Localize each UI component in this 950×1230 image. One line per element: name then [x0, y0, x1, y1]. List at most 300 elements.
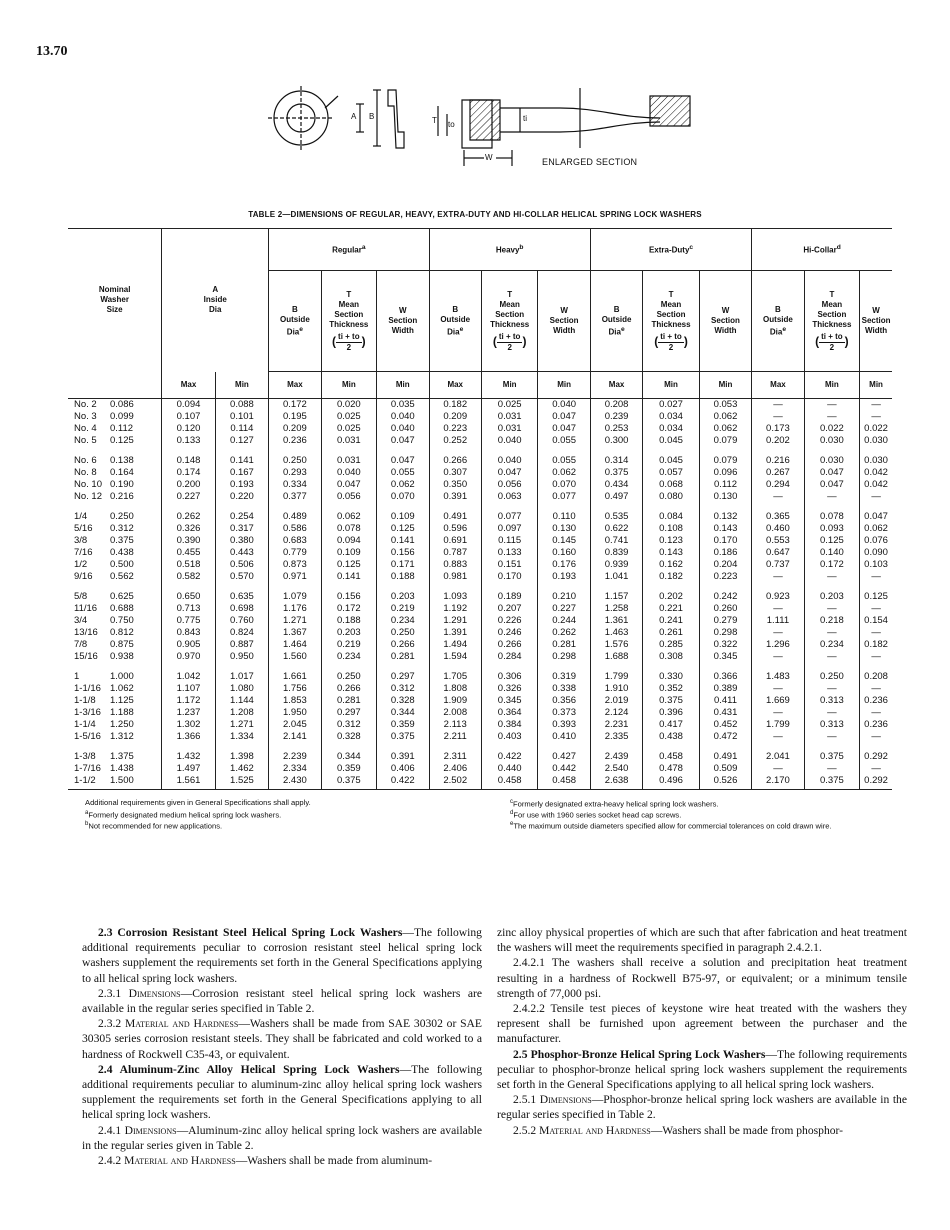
table-cell: 0.031	[481, 411, 537, 423]
header-nominal: Nominal Washer Size	[98, 284, 131, 314]
para-2-4-2-1: 2.4.2.1 The washers shall receive a solution and precipitation heat treatment resulting in a hardness of Rockwell B75-97, or equivalent; or a minimum tensile strength of 77,000 psi.	[497, 956, 907, 1000]
table-cell: —	[752, 731, 804, 743]
table-cell: 0.253	[590, 423, 642, 435]
table-cell: 0.365	[752, 511, 804, 523]
table-row	[68, 491, 892, 503]
table-cell: 0.045	[643, 435, 699, 447]
spacer-cell	[215, 503, 268, 511]
table-row	[68, 719, 892, 731]
header-max: Max	[429, 372, 481, 399]
table-cell: 0.125	[860, 591, 892, 603]
table-row	[68, 423, 892, 435]
table-cell: 2.019	[590, 695, 642, 707]
table-cell: 0.496	[643, 775, 699, 790]
table-cell: 0.108	[643, 523, 699, 535]
table-cell: 0.219	[377, 603, 429, 615]
table-cell: 0.125	[321, 559, 376, 571]
table-cell: 0.883	[429, 559, 481, 571]
table-cell: 0.950	[215, 651, 268, 663]
table-cell: 0.047	[860, 511, 892, 523]
table-cell: 0.143	[643, 547, 699, 559]
table-cell: 0.319	[538, 671, 590, 683]
nominal-size-cell	[68, 435, 162, 447]
spacer-cell	[68, 663, 162, 671]
table-cell: —	[860, 399, 892, 412]
table-cell: 0.491	[699, 751, 751, 763]
nominal-size-decimal: 1.375	[110, 751, 134, 762]
table-cell: —	[860, 571, 892, 583]
table-cell: 0.154	[860, 615, 892, 627]
nominal-size-label: 9/16	[74, 571, 93, 582]
table-cell: 0.188	[321, 615, 376, 627]
table-cell: 0.034	[643, 411, 699, 423]
table-cell: 0.130	[699, 491, 751, 503]
table-cell: 1.799	[752, 719, 804, 731]
table-cell: 0.390	[162, 535, 215, 547]
table-cell: 0.056	[481, 479, 537, 491]
table-cell: 0.057	[643, 467, 699, 479]
table-cell: 0.040	[377, 423, 429, 435]
table-cell: 1.853	[269, 695, 321, 707]
spacer-cell	[68, 503, 162, 511]
table-cell: 0.186	[699, 547, 751, 559]
nominal-size-decimal: 0.688	[110, 603, 134, 614]
table-row	[68, 571, 892, 583]
group-spacer	[68, 663, 892, 671]
table-cell: 0.292	[860, 775, 892, 790]
spacer-cell	[429, 447, 481, 455]
table-cell: —	[752, 399, 804, 412]
nominal-size-label: No. 10	[74, 479, 102, 490]
header-a: A Inside Dia	[162, 228, 269, 372]
table-cell: 2.124	[590, 707, 642, 719]
spacer-cell	[699, 447, 751, 455]
table-cell: 0.971	[269, 571, 321, 583]
table-cell: 0.359	[377, 719, 429, 731]
table-cell: —	[860, 763, 892, 775]
table-cell: 0.375	[804, 751, 859, 763]
table-cell: 1.494	[429, 639, 481, 651]
table-cell: 0.377	[269, 491, 321, 503]
table-cell: 0.452	[699, 719, 751, 731]
table-cell: —	[860, 603, 892, 615]
nominal-size-label: 1-1/2	[74, 775, 96, 786]
note-a: $^a$Formerly designated medium helical spring lock washers.	[85, 810, 282, 820]
table-cell: 1.462	[215, 763, 268, 775]
para-2-3-2: 2.3.2 Material and Hardness—Washers shall be made from SAE 30302 or SAE 30305 series corrosion resistant steels. They shall be fabricated and cold worked to a hardness of Rockwell C35-43, or equivalent.	[82, 1017, 482, 1061]
nominal-size-label: No. 3	[74, 411, 97, 422]
table-cell: 0.022	[804, 423, 859, 435]
spacer-cell	[643, 447, 699, 455]
table-cell: 0.373	[538, 707, 590, 719]
table-cell: 0.939	[590, 559, 642, 571]
table-cell: 1.950	[269, 707, 321, 719]
table-cell: 0.030	[804, 435, 859, 447]
nominal-size-cell	[68, 571, 162, 583]
nominal-size-label: 1	[74, 671, 80, 682]
table-cell: 0.047	[804, 479, 859, 491]
table-cell: 0.148	[162, 455, 215, 467]
table-cell: 0.055	[377, 467, 429, 479]
table-cell: 0.170	[481, 571, 537, 583]
table-cell: 0.391	[429, 491, 481, 503]
table-cell: 0.737	[752, 559, 804, 571]
nominal-size-decimal: 0.750	[110, 615, 134, 626]
table-cell: —	[804, 571, 859, 583]
spacer-cell	[752, 583, 804, 591]
table-cell: 1.483	[752, 671, 804, 683]
nominal-size-decimal: 0.164	[110, 467, 134, 478]
nominal-size-label: No. 4	[74, 423, 97, 434]
spacer-cell	[377, 663, 429, 671]
table-cell: 1.669	[752, 695, 804, 707]
table-cell: 0.079	[699, 455, 751, 467]
table-cell: 0.221	[643, 603, 699, 615]
para-2-5: 2.5 Phosphor-Bronze Helical Spring Lock Washers—The following requirements peculiar to phosphor-bronze helical spring lock washers supplement the requirements set forth in the General Specifications applying to all helical spring lock washers.	[497, 1047, 907, 1092]
spacer-cell	[162, 583, 215, 591]
table-cell: 1.391	[429, 627, 481, 639]
spacer-cell	[752, 663, 804, 671]
spacer-cell	[643, 503, 699, 511]
table-cell: 0.141	[215, 455, 268, 467]
spacer-cell	[699, 743, 751, 751]
table-cell: 0.103	[860, 559, 892, 571]
header-section-width: W Section Width	[377, 271, 429, 372]
table-cell: 0.172	[804, 559, 859, 571]
spacer-cell	[321, 447, 376, 455]
nominal-size-cell	[68, 455, 162, 467]
table-cell: 1.497	[162, 763, 215, 775]
nominal-size-decimal: 0.562	[110, 571, 134, 582]
table-cell: 0.084	[643, 511, 699, 523]
table-cell: 1.271	[215, 719, 268, 731]
nominal-size-label: 1-3/8	[74, 751, 96, 762]
table-cell: 0.410	[538, 731, 590, 743]
nominal-size-cell	[68, 719, 162, 731]
para-2-4-1: 2.4.1 Dimensions—Aluminum-zinc alloy helical spring lock washers are available in the regular series given in Table 2.	[82, 1123, 482, 1152]
table-cell: 0.172	[321, 603, 376, 615]
table-cell: 0.101	[215, 411, 268, 423]
table-cell: 0.040	[538, 399, 590, 412]
table-cell: —	[752, 763, 804, 775]
table-cell: 0.622	[590, 523, 642, 535]
nominal-size-cell	[68, 523, 162, 535]
table-cell: —	[752, 707, 804, 719]
table-cell: 1.561	[162, 775, 215, 790]
table-cell: 0.422	[377, 775, 429, 790]
table-cell: 0.314	[590, 455, 642, 467]
table-cell: 1.799	[590, 671, 642, 683]
table-cell: 0.030	[860, 455, 892, 467]
table-cell: 0.090	[860, 547, 892, 559]
table-cell: 0.070	[538, 479, 590, 491]
nominal-size-decimal: 0.312	[110, 523, 134, 534]
table-cell: —	[804, 603, 859, 615]
table-cell: 1.366	[162, 731, 215, 743]
table-row	[68, 731, 892, 743]
table-row	[68, 399, 892, 412]
table-cell: 0.234	[804, 639, 859, 651]
table-cell: 0.375	[643, 695, 699, 707]
para-2-3-1: 2.3.1 Dimensions—Corrosion resistant steel helical spring lock washers are available in the regular series specified in Table 2.	[82, 986, 482, 1016]
spacer-cell	[538, 663, 590, 671]
nominal-size-decimal: 1.500	[110, 775, 134, 786]
table-cell: 0.306	[481, 671, 537, 683]
table-cell: 0.025	[481, 399, 537, 412]
header-min: Min	[538, 372, 590, 399]
nominal-size-decimal: 0.190	[110, 479, 134, 490]
table-cell: 0.326	[162, 523, 215, 535]
table-row	[68, 651, 892, 663]
table-cell: 0.650	[162, 591, 215, 603]
table-cell: 0.266	[481, 639, 537, 651]
table-cell: 0.123	[643, 535, 699, 547]
table-cell: 0.167	[215, 467, 268, 479]
para-2-5-1: 2.5.1 Dimensions—Phosphor-bronze helical spring lock washers are available in the regular series specified in Table 2.	[497, 1093, 908, 1122]
table-cell: 0.042	[860, 479, 892, 491]
spacer-cell	[377, 583, 429, 591]
header-min: Min	[804, 372, 859, 399]
table-cell: 0.345	[699, 651, 751, 663]
table-cell: 0.284	[481, 651, 537, 663]
spacer-cell	[590, 583, 642, 591]
table-cell: 0.760	[215, 615, 268, 627]
table-cell: 0.174	[162, 467, 215, 479]
nominal-size-decimal: 0.125	[110, 435, 134, 446]
table-cell: 0.062	[321, 511, 376, 523]
table-cell: 0.170	[699, 535, 751, 547]
nominal-size-label: 5/8	[74, 591, 88, 602]
table-cell: 1.041	[590, 571, 642, 583]
table-cell: 1.192	[429, 603, 481, 615]
spacer-cell	[804, 503, 859, 511]
spacer-cell	[269, 663, 321, 671]
note-e: $^e$The maximum outside diameters specified allow for commercial tolerances on cold drawn wire.	[510, 821, 832, 831]
table-cell: 0.250	[269, 455, 321, 467]
header-min: Min	[215, 372, 268, 399]
nominal-size-cell	[68, 651, 162, 663]
table-cell: 0.478	[643, 763, 699, 775]
table-cell: 0.172	[269, 399, 321, 412]
table-cell: 0.406	[377, 763, 429, 775]
table-cell: 0.330	[643, 671, 699, 683]
spacer-cell	[538, 447, 590, 455]
table-cell: 0.440	[481, 763, 537, 775]
table-cell: 0.981	[429, 571, 481, 583]
table-cell: 0.055	[538, 435, 590, 447]
table-row	[68, 775, 892, 790]
table-cell: 0.250	[377, 627, 429, 639]
nominal-size-decimal: 1.438	[110, 763, 134, 774]
nominal-size-label: 1-3/16	[74, 707, 101, 718]
table-cell: —	[860, 683, 892, 695]
label-ti: ti	[523, 114, 527, 123]
table-cell: 1.176	[269, 603, 321, 615]
table-cell: 2.334	[269, 763, 321, 775]
spacer-cell	[804, 743, 859, 751]
table-cell: 0.285	[643, 639, 699, 651]
nominal-size-decimal: 0.375	[110, 535, 134, 546]
spacer-cell	[860, 503, 892, 511]
spacer-cell	[752, 503, 804, 511]
nominal-size-cell	[68, 707, 162, 719]
table-cell: 0.114	[215, 423, 268, 435]
nominal-size-cell	[68, 547, 162, 559]
table-cell: 0.312	[377, 683, 429, 695]
table-cell: 0.112	[699, 479, 751, 491]
table-cell: 0.047	[538, 411, 590, 423]
header-blank	[68, 372, 162, 399]
table-cell: 0.132	[699, 511, 751, 523]
nominal-size-cell	[68, 671, 162, 683]
table-cell: 0.328	[321, 731, 376, 743]
table-cell: —	[752, 491, 804, 503]
table-cell: 0.096	[699, 467, 751, 479]
table-cell: 0.472	[699, 731, 751, 743]
table-row	[68, 603, 892, 615]
table-cell: 2.141	[269, 731, 321, 743]
spacer-cell	[590, 503, 642, 511]
table-cell: —	[860, 411, 892, 423]
header-section-width: W Section Width	[699, 271, 751, 372]
table-cell: 0.824	[215, 627, 268, 639]
table-cell: 0.326	[481, 683, 537, 695]
page-number: 13.70	[36, 44, 68, 59]
nominal-size-cell	[68, 491, 162, 503]
table-cell: 0.261	[643, 627, 699, 639]
table-cell: 1.661	[269, 671, 321, 683]
table-cell: 0.506	[215, 559, 268, 571]
nominal-size-decimal: 1.062	[110, 683, 134, 694]
header-min: Min	[699, 372, 751, 399]
table-cell: —	[752, 627, 804, 639]
table-cell: 2.045	[269, 719, 321, 731]
table-cell: 0.208	[590, 399, 642, 412]
table-cell: 0.787	[429, 547, 481, 559]
note-c: $^c$Formerly designated extra-heavy helical spring lock washers.	[510, 799, 719, 809]
table-cell: 1.079	[269, 591, 321, 603]
spacer-cell	[377, 447, 429, 455]
table-cell: 0.025	[321, 411, 376, 423]
table-cell: 0.202	[752, 435, 804, 447]
para-2-5-2: 2.5.2 Material and Hardness—Washers shall be made from phosphor-	[513, 1123, 844, 1137]
table-cell: 1.093	[429, 591, 481, 603]
table-cell: 0.635	[215, 591, 268, 603]
nominal-size-label: 11/16	[74, 603, 98, 614]
table-cell: 0.208	[860, 671, 892, 683]
nominal-size-decimal: 0.250	[110, 511, 134, 522]
table-cell: 1.157	[590, 591, 642, 603]
para-2-3: 2.3 Corrosion Resistant Steel Helical Spring Lock Washers—The following additional requirements peculiar to corrosion resistant steel helical spring lock washers supplement the requirements set forth in the General Specifications applying to all helical spring lock washers.	[82, 926, 482, 985]
nominal-size-cell	[68, 411, 162, 423]
table-cell: 0.035	[377, 399, 429, 412]
table-cell: 0.380	[215, 535, 268, 547]
spacer-cell	[377, 503, 429, 511]
table-cell: —	[804, 491, 859, 503]
table-cell: 0.267	[752, 467, 804, 479]
table-cell: 0.242	[699, 591, 751, 603]
table-cell: 0.195	[269, 411, 321, 423]
para-2-4: 2.4 Aluminum-Zinc Alloy Helical Spring Lock Washers—The following additional requirements peculiar to aluminum-zinc alloy helical spring lock washers supplement the requirements set forth in the General Specifications applying to all helical spring lock washers.	[82, 1062, 482, 1122]
table-cell: 0.078	[804, 511, 859, 523]
table-cell: 0.293	[269, 467, 321, 479]
header-min: Min	[321, 372, 376, 399]
table-row	[68, 467, 892, 479]
table-cell: 0.375	[804, 775, 859, 790]
table-cell: 0.266	[321, 683, 376, 695]
table-cell: 0.053	[699, 399, 751, 412]
table-cell: 0.839	[590, 547, 642, 559]
table-cell: 1.172	[162, 695, 215, 707]
table-cell: —	[860, 707, 892, 719]
table-cell: 0.202	[643, 591, 699, 603]
table-cell: 0.070	[377, 491, 429, 503]
spacer-cell	[860, 743, 892, 751]
table-cell: 0.300	[590, 435, 642, 447]
spacer-cell	[269, 583, 321, 591]
table-cell: 0.120	[162, 423, 215, 435]
table-cell: 1.271	[269, 615, 321, 627]
table-cell: 1.576	[590, 639, 642, 651]
table-cell: 0.210	[538, 591, 590, 603]
table-cell: 0.047	[377, 435, 429, 447]
spacer-cell	[804, 583, 859, 591]
nominal-size-decimal: 1.125	[110, 695, 134, 706]
table-cell: 0.352	[643, 683, 699, 695]
spacer-cell	[481, 663, 537, 671]
header-hi-collar: Hi-Collar$^d$	[752, 228, 892, 271]
table-cell: 1.432	[162, 751, 215, 763]
table-cell: 0.411	[699, 695, 751, 707]
table-cell: 1.756	[269, 683, 321, 695]
spacer-cell	[538, 743, 590, 751]
nominal-size-label: No. 5	[74, 435, 97, 446]
table-cell: 0.062	[699, 411, 751, 423]
table-cell: 2.540	[590, 763, 642, 775]
nominal-size-label: No. 12	[74, 491, 102, 502]
spacer-cell	[321, 583, 376, 591]
header-section-thickness: T Mean Section Thickness ( $\frac{ti + to}{2}$ )	[481, 271, 537, 372]
table-cell: 0.193	[215, 479, 268, 491]
table-title: TABLE 2—DIMENSIONS OF REGULAR, HEAVY, EXTRA-DUTY AND HI-COLLAR HELICAL SPRING LOCK WASHERS	[248, 210, 702, 219]
spacer-cell	[68, 743, 162, 751]
spacer-cell	[162, 447, 215, 455]
table-cell: 0.396	[643, 707, 699, 719]
nominal-size-label: No. 6	[74, 455, 97, 466]
table-cell: 0.077	[481, 511, 537, 523]
table-cell: 0.313	[804, 695, 859, 707]
table-cell: —	[860, 627, 892, 639]
table-cell: 1.042	[162, 671, 215, 683]
table-cell: 0.307	[429, 467, 481, 479]
spacer-cell	[162, 503, 215, 511]
table-cell: 0.281	[538, 639, 590, 651]
table-cell: 1.291	[429, 615, 481, 627]
table-cell: 0.417	[643, 719, 699, 731]
table-cell: 0.207	[481, 603, 537, 615]
nominal-size-cell	[68, 639, 162, 651]
table-cell: 0.526	[699, 775, 751, 790]
spacer-cell	[699, 503, 751, 511]
table-cell: 2.113	[429, 719, 481, 731]
spacer-cell	[481, 743, 537, 751]
table-cell: 1.258	[590, 603, 642, 615]
table-cell: 2.008	[429, 707, 481, 719]
nominal-size-label: 13/16	[74, 627, 98, 638]
table-cell: —	[860, 651, 892, 663]
table-cell: 1.237	[162, 707, 215, 719]
table-cell: 0.843	[162, 627, 215, 639]
